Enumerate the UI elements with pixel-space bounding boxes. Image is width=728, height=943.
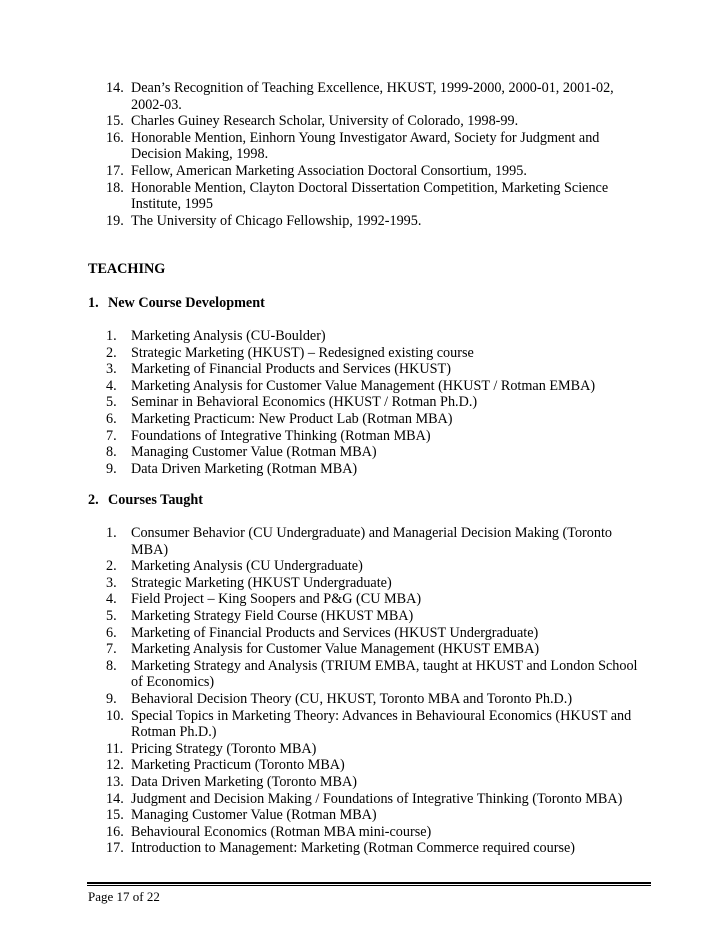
- courses-taught-list: [0, 525, 728, 857]
- list-item: [0, 558, 728, 575]
- list-item-number: 6.: [106, 410, 117, 427]
- list-item-number: 4.: [106, 591, 117, 608]
- list-item-text: Honorable Mention, Einhorn Young Investigator Award, Society for Judgment and Decision Making, 1998.: [131, 129, 600, 163]
- list-item-text: Judgment and Decision Making / Foundations of Integrative Thinking (Toronto MBA): [131, 790, 623, 807]
- list-item-number: 7.: [106, 641, 117, 658]
- list-item: [0, 608, 728, 625]
- list-item-number: 3.: [106, 361, 117, 378]
- list-item: [0, 361, 728, 378]
- list-item: [0, 840, 728, 857]
- list-item: [0, 130, 728, 163]
- list-item: [0, 658, 728, 691]
- list-item-text: Data Driven Marketing (Rotman MBA): [131, 460, 358, 477]
- subsection-heading-courses-taught: [88, 492, 203, 509]
- list-item-text: The University of Chicago Fellowship, 1992-1995.: [131, 212, 422, 229]
- list-item: [0, 213, 728, 230]
- list-item-number: 1.: [106, 328, 117, 344]
- list-item-text: Marketing Strategy Field Course (HKUST MBA): [131, 607, 414, 624]
- list-item: [0, 625, 728, 642]
- list-item-text: Marketing of Financial Products and Services (HKUST): [131, 361, 451, 378]
- list-item-text: Fellow, American Marketing Association Doctoral Consortium, 1995.: [131, 162, 527, 179]
- list-item-number: 7.: [106, 427, 117, 444]
- list-item-number: 5.: [106, 394, 117, 411]
- subsection-title: Courses Taught: [108, 492, 204, 508]
- list-item: [0, 741, 728, 758]
- list-item-number: 16.: [106, 823, 124, 840]
- list-item-text: Marketing Analysis (CU Undergraduate): [131, 558, 363, 575]
- list-item-number: 8.: [106, 657, 117, 674]
- list-item-text: Managing Customer Value (Rotman MBA): [131, 444, 377, 461]
- list-item-text: Behavioral Decision Theory (CU, HKUST, Toronto MBA and Toronto Ph.D.): [131, 690, 573, 707]
- page-number: Page 17 of 22: [88, 889, 160, 904]
- list-item-text: Managing Customer Value (Rotman MBA): [131, 807, 377, 824]
- list-item: [0, 757, 728, 774]
- list-item: [0, 80, 728, 113]
- list-item-text: Marketing of Financial Products and Services (HKUST Undergraduate): [131, 624, 539, 641]
- list-item-text: Charles Guiney Research Scholar, University of Colorado, 1998-99.: [131, 113, 519, 130]
- list-item: [0, 824, 728, 841]
- list-item: [0, 575, 728, 592]
- list-item: [0, 774, 728, 791]
- subsection-number: 2.: [88, 492, 99, 508]
- list-item-text: Foundations of Integrative Thinking (Rotman MBA): [131, 427, 431, 444]
- list-item-number: 12.: [106, 757, 124, 774]
- list-item: [0, 163, 728, 180]
- list-item-text: Behavioural Economics (Rotman MBA mini-course): [131, 823, 432, 840]
- list-item-number: 17.: [106, 162, 124, 179]
- list-item-text: Marketing Analysis (CU-Boulder): [131, 328, 326, 344]
- list-item-number: 16.: [106, 129, 124, 146]
- list-item-text: Field Project – King Soopers and P&G (CU MBA): [131, 591, 422, 608]
- list-item-text: Strategic Marketing (HKUST) – Redesigned existing course: [131, 344, 474, 361]
- list-item-text: Data Driven Marketing (Toronto MBA): [131, 773, 357, 790]
- list-item-number: 4.: [106, 377, 117, 394]
- list-item: [0, 345, 728, 362]
- footer-divider: [87, 882, 651, 886]
- list-item-number: 15.: [106, 807, 124, 824]
- subsection-heading-new-course: [88, 295, 265, 312]
- list-item-number: 8.: [106, 444, 117, 461]
- subsection-title: New Course Development: [108, 295, 265, 311]
- list-item-text: Marketing Practicum: New Product Lab (Rotman MBA): [131, 410, 453, 427]
- list-item-number: 5.: [106, 607, 117, 624]
- list-item-text: Marketing Strategy and Analysis (TRIUM EMBA, taught at HKUST and London School of Economics): [131, 657, 638, 691]
- list-item-text: Marketing Analysis for Customer Value Management (HKUST EMBA): [131, 641, 540, 658]
- list-item-number: 9.: [106, 460, 117, 477]
- list-item-number: 6.: [106, 624, 117, 641]
- list-item-number: 3.: [106, 574, 117, 591]
- list-item-text: Introduction to Management: Marketing (Rotman Commerce required course): [131, 840, 576, 857]
- list-item: [0, 394, 728, 411]
- list-item-number: 11.: [106, 740, 124, 757]
- list-item: [0, 328, 728, 345]
- list-item: [0, 378, 728, 395]
- list-item-text: Honorable Mention, Clayton Doctoral Dissertation Competition, Marketing Science Institute, 1995: [131, 179, 609, 213]
- list-item-text: Pricing Strategy (Toronto MBA): [131, 740, 317, 757]
- list-item: [0, 791, 728, 808]
- list-item-text: Strategic Marketing (HKUST Undergraduate): [131, 574, 392, 591]
- list-item-number: 17.: [106, 840, 124, 857]
- list-item-text: Marketing Analysis for Customer Value Management (HKUST / Rotman EMBA): [131, 377, 596, 394]
- list-item: [0, 411, 728, 428]
- list-item: [0, 641, 728, 658]
- section-heading-teaching: TEACHING: [88, 261, 166, 277]
- list-item: [0, 444, 728, 461]
- list-item: [0, 428, 728, 445]
- list-item-text: Dean’s Recognition of Teaching Excellence, HKUST, 1999-2000, 2000-01, 2001-02, 2002-03.: [131, 80, 614, 113]
- list-item: [0, 461, 728, 478]
- list-item-number: 1.: [106, 525, 117, 541]
- list-item-text: Marketing Practicum (Toronto MBA): [131, 757, 345, 774]
- list-item: [0, 708, 728, 741]
- list-item-number: 2.: [106, 344, 117, 361]
- list-item-number: 15.: [106, 113, 124, 130]
- list-item-number: 19.: [106, 212, 124, 229]
- list-item: [0, 180, 728, 213]
- list-item-number: 14.: [106, 790, 124, 807]
- list-item-text: Consumer Behavior (CU Undergraduate) and Managerial Decision Making (Toronto MBA): [131, 525, 612, 558]
- list-item-number: 18.: [106, 179, 124, 196]
- list-item-number: 10.: [106, 707, 124, 724]
- awards-list: [0, 80, 728, 229]
- list-item: [0, 807, 728, 824]
- list-item: [0, 113, 728, 130]
- list-item-number: 14.: [106, 80, 124, 96]
- list-item-text: Seminar in Behavioral Economics (HKUST / Rotman Ph.D.): [131, 394, 478, 411]
- list-item-number: 2.: [106, 558, 117, 575]
- list-item: [0, 691, 728, 708]
- subsection-number: 1.: [88, 295, 99, 311]
- list-item-number: 9.: [106, 690, 117, 707]
- list-item: [0, 525, 728, 558]
- new-course-list: [0, 328, 728, 477]
- list-item-number: 13.: [106, 773, 124, 790]
- list-item-text: Special Topics in Marketing Theory: Advances in Behavioural Economics (HKUST and Rotman Ph.D.): [131, 707, 632, 741]
- list-item: [0, 591, 728, 608]
